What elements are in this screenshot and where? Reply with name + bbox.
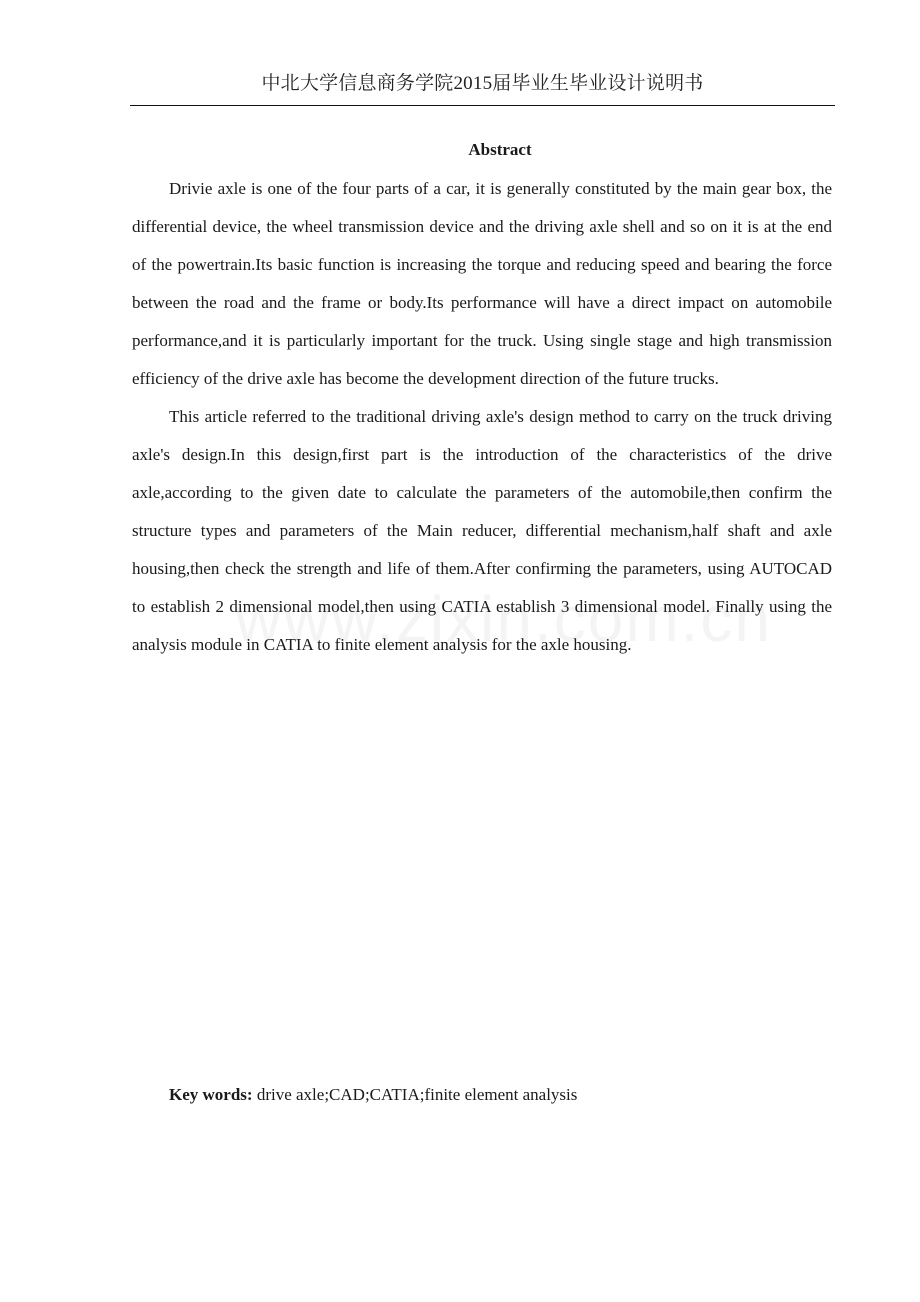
abstract-heading: Abstract bbox=[468, 140, 532, 159]
keywords-value: drive axle;CAD;CATIA;finite element analysis bbox=[252, 1085, 578, 1104]
keywords-label: Key words: bbox=[169, 1085, 253, 1104]
abstract-paragraph-1: Drivie axle is one of the four parts of a car, it is generally constituted by the main gear box, the differential device, the wheel transmission device and the driving axle shell and so on it is at the end of the powertrain.Its basic function is increasing the torque and reducing speed and bearing the force between the road and the frame or body.Its performance will have a direct impact on automobile performance,and it is particularly important for the truck. Using single stage and high transmission efficiency of the drive axle has become the development direction of the future trucks. bbox=[132, 179, 832, 388]
header-divider bbox=[130, 105, 835, 106]
page-header-title: 中北大学信息商务学院2015届毕业生毕业设计说明书 bbox=[261, 73, 704, 94]
abstract-paragraph-2: This article referred to the traditional driving axle's design method to carry on the truck driving axle's design.In this design,first part is the introduction of the characteristics of the drive axle,according to the given date to calculate the parameters of the automobile,then confirm the structure types and parameters of the Main reducer, differential mechanism,half shaft and axle housing,then check the strength and life of them.After confirming the parameters, using AUTOCAD to establish 2 dimensional model,then using CATIA establish 3 dimensional model. Finally using the analysis module in CATIA to finite element analysis for the axle housing. bbox=[132, 407, 832, 654]
abstract-body bbox=[132, 170, 832, 664]
keywords-line bbox=[169, 1080, 577, 1110]
